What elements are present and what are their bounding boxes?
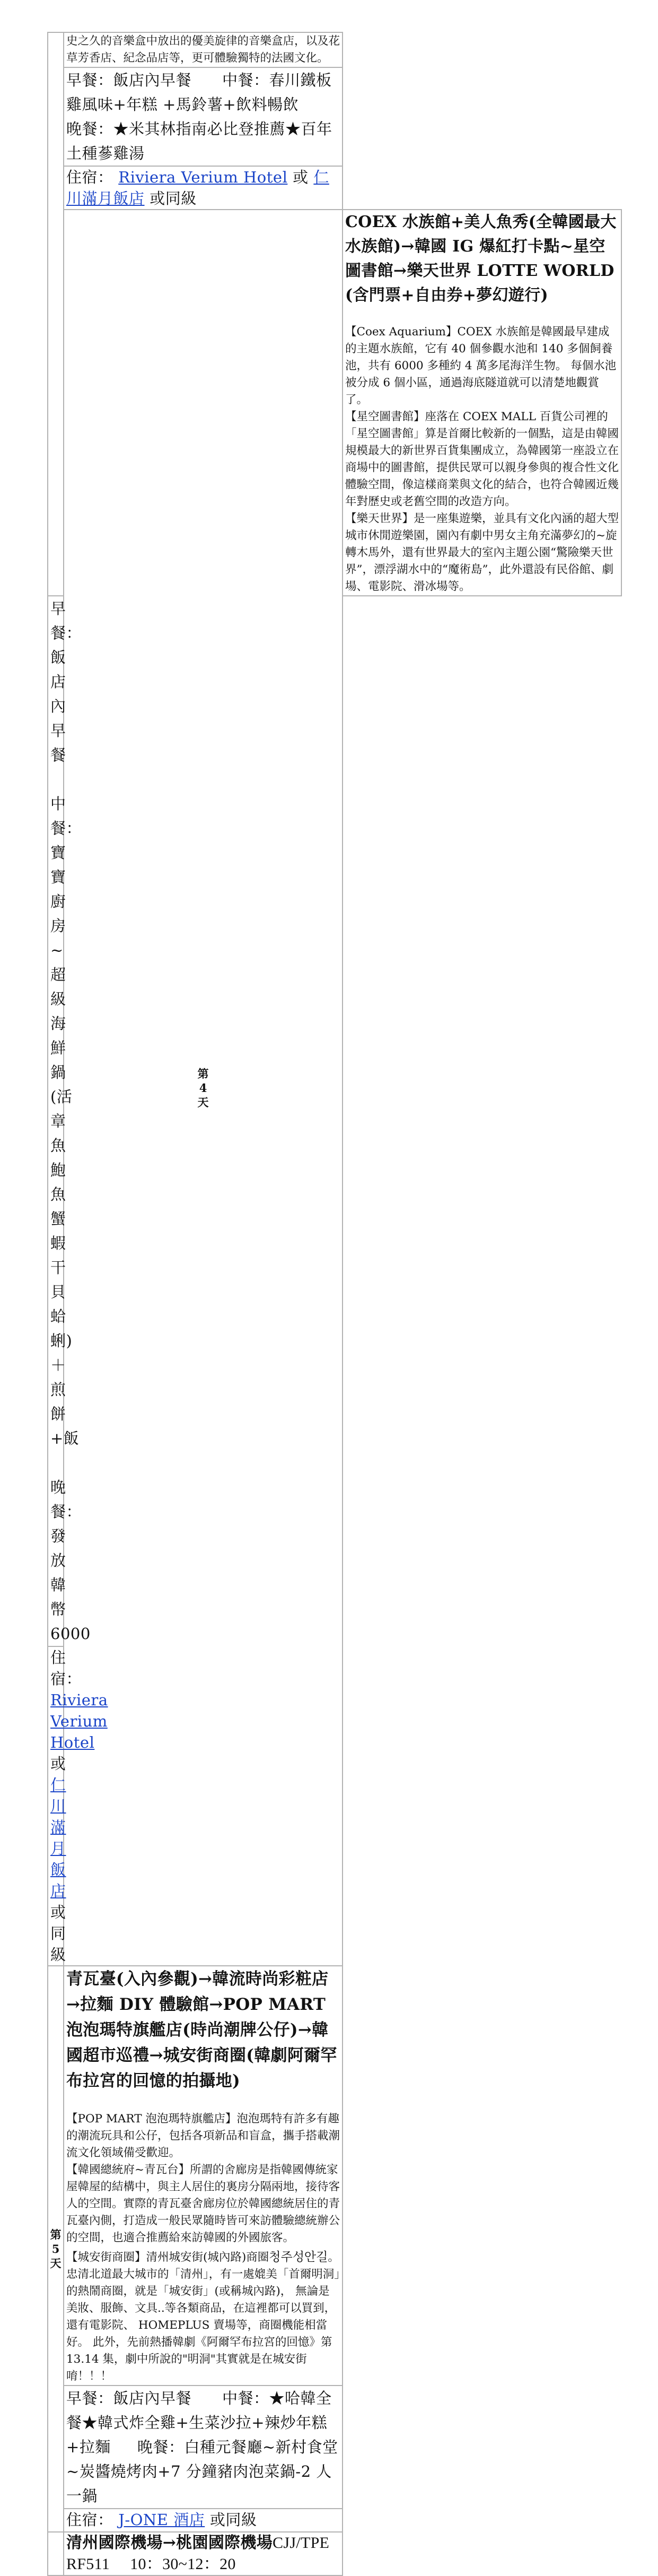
day4-hotel-or: 或 [50,1755,66,1773]
itinerary-table [47,32,622,2576]
day5-breakfast: 早餐：飯店內早餐 [66,2389,192,2407]
day4-hotel-link-incheon[interactable]: 仁川滿月飯店 [50,1776,66,1900]
day6-route: 清州國際機場→桃園國際機場 [66,2534,273,2552]
day5-street-korean: 청주성안길 [269,2250,328,2264]
day5-hotel-link-jone[interactable]: J-ONE 酒店 [118,2511,205,2529]
day4-para-lotte: 【樂天世界】是一座集遊樂，並具有文化內涵的超大型城市休閒遊樂園，園內有劇中男女主角充滿夢幻的~旋轉木馬外，還有世界最大的室內主題公園“驚險樂天世界”，漂浮湖水中的“魔術島”，此外還設有民俗館、劇場、電影院、滑冰場等。 [345,512,619,593]
day5-para-street: 【城安街商圈】清州城安街(城內路)商圈청주성안길。 忠清北道最大城市的「清州」，有一處媲美「首爾明洞」的熱鬧商圈，就是「城安街」(或稱城內路)， 無論是美妝、服飾、文具..等各類商品，在這裡都可以買到，還有電影院、 HOMEPLUS 賣場等，商圈機能相當好。 此外，先前熱播韓劇《阿爾罕布拉宮的回憶》第 13.14 集，劇中所說的"明洞"其實就是在城安街唷！！！ [66,2250,340,2383]
day5-para-popmart: 【POP MART 泡泡瑪特旗艦店】泡泡瑪特有許多有趣的潮流玩具和公仔，包括各項新品和盲盒，攜手搭載潮流文化領域備受歡迎。 [66,2112,340,2159]
day5-title: 青瓦臺(入內參觀)→韓流時尚彩粧店→拉麵 DIY 體驗館→POP MART 泡泡瑪特旗艦店(時尚潮牌公仔)→韓國超市巡禮→城安街商圈(韓劇阿爾罕布拉宮的回憶的拍攝地) [66,1970,337,2091]
day3-meals-cell [64,67,343,166]
day5-meals-cell [64,2386,343,2509]
day5-desc-row [48,1966,621,2386]
day4-hotel-link-riviera[interactable]: Riviera Verium Hotel [50,1691,108,1751]
day3-label-cell [48,32,64,596]
day4-desc-cell [343,210,621,596]
day4-para-aquarium: 【Coex Aquarium】COEX 水族館是韓國最早建成的主題水族館，它有 40 個參觀水池和 140 多個飼養池，共有 6000 多種約 4 萬多尾海洋生物。 每個水池被分成 6 個小區，通過海底隧道就可以清楚地觀賞了。 [345,325,617,406]
day3-lunch: 中餐：春川鐵板雞風味+年糕 +馬鈴薯+飲料暢飲 [66,71,332,114]
day5-para-bluehouse: 【韓國總統府~青瓦台】所謂的舍廊房是指韓國傳統家屋韓屋的結構中，與主人居住的裏房分隔兩地，接待客人的空間。實際的青瓦臺舍廊房位於韓國總統居住的青瓦臺內側，打造成一般民眾隨時皆可來訪體驗總統辦公的空間，也適合推薦給來訪韓國的外國旅客。 [66,2163,340,2244]
day6-cell [64,2532,350,2575]
day5-meals-row [48,2386,621,2509]
day5-meals-text [66,2386,340,2508]
day3-hotel-or: 或 [293,168,309,186]
day4-label: 第 4 天 [197,1066,209,1109]
day5-dinner: 晚餐：白種元餐廳~新村食堂~炭醬燒烤肉+7 分鐘豬肉泡菜鍋-2 人一鍋 [66,2438,338,2505]
day3-hotel-label: 住宿： [66,168,113,186]
day3-hotel-suffix: 或同級 [150,189,197,207]
day3-hotel-line [66,167,340,209]
day3-desc-cell [64,32,343,67]
day4-para-library: 【星空圖書館】座落在 COEX MALL 百貨公司裡的「星空圖書館」算是首爾比較新的一個點，這是由韓國規模最大的新世界百貨集團成立，為韓國第一座設立在商場中的圖書館，提供民眾可以親身參與的複合性文化體驗空間，像這樣商業與文化的結合，也符合韓國近幾年對歷史或老舊空間的改造方向。 [345,410,619,508]
day6-label-cell [48,2532,64,2575]
day3-hotel-row [48,166,621,210]
day4-dinner: 晚餐：發放韓幣 6000 [50,1478,91,1643]
day5-hotel-label: 住宿： [66,2511,113,2529]
day5-hotel-line [66,2509,340,2530]
day3-dinner: 晚餐：★米其林指南必比登推薦★百年土種蔘雞湯 [66,120,332,162]
day4-hotel-suffix: 或同級 [50,1903,66,1964]
day3-meals-line1 [66,68,340,117]
day6-title-line [66,2532,350,2575]
day4-title: COEX 水族館+美人魚秀(全韓國最大水族館)→韓國 IG 爆紅打卡點~星空圖書館→樂天世界 LOTTE WORLD (含門票+自由券+夢幻遊行) [345,213,617,305]
day4-desc-row [48,210,621,596]
day4-hotel-cell [48,1646,108,1966]
day4-hotel-label: 住宿： [50,1649,82,1688]
day5-lunch: 中餐：★哈韓全餐★韓式炸全雞+生菜沙拉+辣炒年糕+拉麵 [66,2389,332,2456]
day4-meals-cell [48,596,91,1646]
day3-breakfast: 早餐：飯店內早餐 [66,71,192,89]
day4-hotel-line [50,1647,108,1965]
day3-meals-row [48,67,621,166]
day4-breakfast: 早餐：飯店內早餐 [50,600,82,764]
day5-hotel-cell [64,2509,343,2532]
day5-label-cell [48,1966,64,2532]
day3-desc-row [48,32,621,67]
day3-desc-text: 史之久的音樂盒中放出的優美旋律的音樂盒店，以及花草芳香店、紀念品店等，更可體驗獨特的法國文化。 [66,34,340,65]
day5-hotel-row [48,2509,621,2532]
day4-meals-text [50,596,91,1646]
day5-label: 第 5 天 [50,2228,62,2270]
day5-hotel-suffix: 或同級 [209,2511,257,2529]
day3-hotel-link-incheon[interactable]: 仁川滿月飯店 [66,168,329,207]
day6-flight: CJJ/TPE RF511 10：30~12：20 [66,2534,350,2573]
day3-hotel-link-riviera[interactable]: Riviera Verium Hotel [118,168,288,186]
day5-desc-cell [64,1966,343,2386]
day4-lunch: 中餐：寶寶廚房~超級海鮮鍋(活章魚鮑魚蟹蝦干貝蛤蜊)＋煎餅+飯 [50,795,82,1447]
day6-row [48,2532,621,2575]
day3-hotel-cell [64,166,343,210]
